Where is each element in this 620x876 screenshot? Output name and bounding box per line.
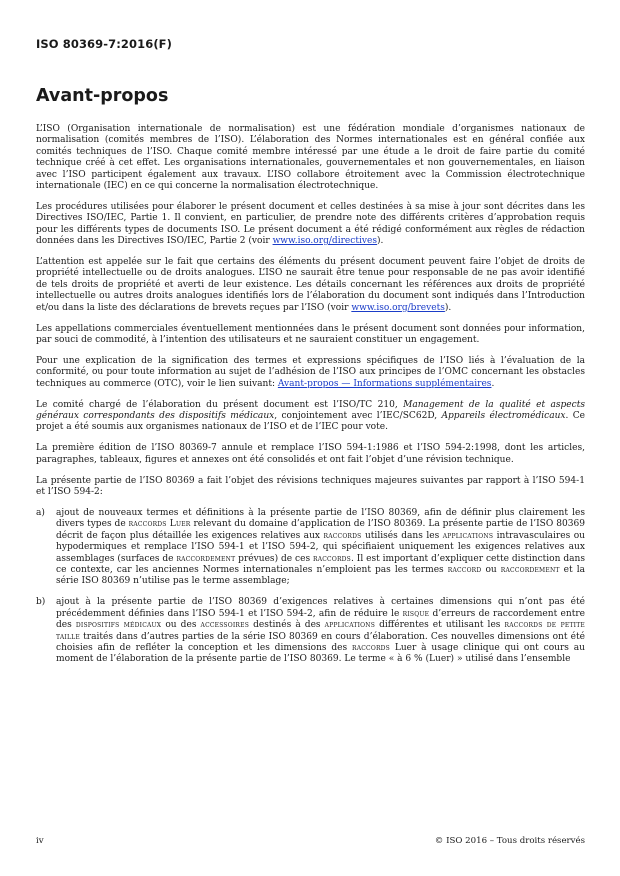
list-b-t6: traités dans d’autres parties de la série ISO 80369 en cours d’élaboration. Ces nouvelles dimensions ont été choisies afin de refléter la conception et les dimensions des [56, 631, 585, 653]
committee-text-a: Le comité chargé de l’élaboration du présent document est l’ISO/TC 210, [36, 399, 404, 410]
term-raccords-luer: raccords Luer [128, 519, 191, 530]
paragraph-patents-text: L’attention est appelée sur le fait que certains des éléments du présent document peuvent faire l’objet de droits de propriété intellectuelle ou de droits analogues. L’ISO ne saurait être tenue pour responsable de ne pas avoir identifié de tels droits de propriété et averti de leur existence. Les détails concernant les références aux droits de propriété intellectuelle ou autres droits analogues identifiés lors de l’élaboration du document sont indiqués dans l’Introduction et/ou dans la liste des déclarations de brevets reçues par l’ISO (voir [36, 257, 585, 313]
list-a-t1: ajout de nouveaux termes et définitions à la présente partie de l’ISO 80369, afin de définir plus clairement les divers types de [56, 507, 585, 530]
list-a-t7: ou [481, 565, 501, 575]
paragraph-procedures-end: ). [376, 236, 384, 247]
list-b-t5: différentes et utilisant les [375, 620, 505, 631]
copyright-notice: © ISO 2016 – Tous droits réservés [434, 836, 585, 846]
list-a-t6: . Il est important d’expliquer cette distinction dans ce contexte, car les anciennes Normes internationales n’emploient pas les termes [56, 553, 585, 575]
list-b-t2: d’erreurs de raccordement entre des [56, 608, 586, 631]
term-accessoires: accessoires [200, 620, 250, 631]
list-a-t5: prévues) de ces [235, 553, 313, 564]
list-a-t2: relevant du domaine d’application de l’ISO 80369. La présente partie de l’ISO 80369 décrit de façon plus détaillée les exigences relatives aux [56, 519, 585, 541]
list-item-b [36, 597, 585, 665]
list-marker-a: a) [36, 507, 45, 518]
term-applications: applications [442, 530, 494, 541]
term-raccords-2: raccords [313, 553, 351, 564]
list-text-b [56, 597, 585, 665]
directives-link[interactable]: www.iso.org/directives [272, 236, 377, 247]
paragraph-committee [36, 400, 585, 434]
paragraph-conformity [36, 356, 585, 390]
paragraph-trade-names: Les appellations commerciales éventuellement mentionnées dans le présent document sont données pour information, par souci de commodité, à l’intention des utilisateurs et ne sauraient constituer un engagement. [36, 323, 585, 345]
list-a-t3: utilisés dans les [361, 530, 443, 541]
list-a-t8: et la série ISO 80369 n’utilise pas le terme assemblage; [56, 565, 585, 587]
committee-title: Management de la qualité et aspects généraux correspondants des dispositifs médicaux [36, 399, 585, 422]
document-body [36, 124, 585, 675]
list-b-t3: ou des [161, 620, 201, 631]
term-raccords-petite-taille: raccords de petite taille [56, 620, 585, 642]
term-applications-b: applications [324, 620, 376, 631]
term-raccords: raccords [323, 530, 362, 541]
page-title: Avant-propos [36, 86, 169, 106]
committee-text-c: , conjointement avec l’IEC/SC62D, [274, 411, 442, 422]
document-id: ISO 80369-7:2016(F) [36, 37, 172, 51]
list-item-a [36, 508, 585, 588]
paragraph-edition: La première édition de l’ISO 80369-7 annule et remplace l’ISO 594-1:1986 et l’ISO 594-2:1998, dont les articles, paragraphes, tableaux, figures et annexes ont été consolidés et ont fait l’objet d’une révision technique. [36, 443, 585, 465]
paragraph-iso-intro: L’ISO (Organisation internationale de normalisation) est une fédération mondiale d’organismes nationaux de normalisation (comités membres de l’ISO). L’élaboration des Normes internationales est en général confiée aux comités techniques de l’ISO. Chaque comité membre intéressé par une étude a le droit de faire partie du comité technique créé à cet effet. Les organisations internationales, gouvernementales et non gouvernementales, en liaison avec l’ISO participent également aux travaux. L’ISO collabore étroitement avec la Commission électrotechnique internationale (IEC) en ce qui concerne la normalisation électrotechnique. [36, 124, 585, 192]
term-dispositifs-medicaux: dispositifs médicaux [75, 620, 162, 631]
list-a-t4: intravasculaires ou hypodermiques et remplace l’ISO 594-1 et l’ISO 594-2, qui spécifiaient uniquement les exigences relatives aux assemblages (surfaces de [56, 530, 585, 564]
paragraph-procedures [36, 202, 585, 248]
paragraph-conformity-text: Pour une explication de la signification des termes et expressions spécifiques de l’ISO liés à l’évaluation de la conformité, ou pour toute information au sujet de l’adhésion de l’ISO aux principes de l’OMC concernant les obstacles techniques au commerce (OTC), voir le lien suivant: [36, 355, 585, 389]
term-raccord: raccord [447, 565, 482, 575]
paragraph-patents-end: ). [444, 302, 452, 313]
foreword-info-link[interactable]: Avant-propos — Informations supplémentaires [277, 378, 492, 389]
subcommittee-title: Appareils électromédicaux [441, 411, 566, 422]
term-risque: risque [402, 608, 430, 619]
paragraph-revisions: La présente partie de l’ISO 80369 a fait l’objet des révisions techniques majeures suivantes par rapport à l’ISO 594-1 et l’ISO 594-2: [36, 475, 585, 498]
page-number: iv [36, 836, 44, 846]
list-b-t4: destinés à des [249, 620, 325, 631]
list-text-a [56, 508, 585, 588]
list-b-t7: Luer à usage clinique qui ont cours au moment de l’élaboration de la présente partie de l’ISO 80369. Le terme « à 6 % (Luer) » utilisé dans l’ensemble [56, 642, 585, 665]
term-raccordement-2: raccordement [500, 565, 560, 575]
term-raccordement: raccordement [176, 553, 236, 564]
committee-text-e: . Ce projet a été soumis aux organismes nationaux de l’ISO et de l’IEC pour vote. [36, 411, 586, 433]
paragraph-patents [36, 257, 585, 314]
term-raccords-b: raccords [352, 642, 390, 653]
paragraph-conformity-end: . [491, 378, 495, 389]
paragraph-procedures-text: Les procédures utilisées pour élaborer le présent document et celles destinées à sa mise à jour sont décrites dans les Directives ISO/IEC, Partie 1. Il convient, en particulier, de prendre note des différents critères d’approbation requis pour les différents types de documents ISO. Le présent document a été rédigé conformément aux règles de rédaction données dans les Directives ISO/IEC, Partie 2 (voir [36, 201, 585, 247]
page-footer [36, 836, 585, 846]
list-marker-b: b) [36, 597, 46, 608]
patents-link[interactable]: www.iso.org/brevets [351, 302, 445, 313]
list-b-t1: ajout à la présente partie de l’ISO 80369 d’exigences relatives à certaines dimensions qui n’ont pas été précédemment définies dans l’ISO 594-1 et l’ISO 594-2, afin de réduire le [56, 597, 585, 619]
